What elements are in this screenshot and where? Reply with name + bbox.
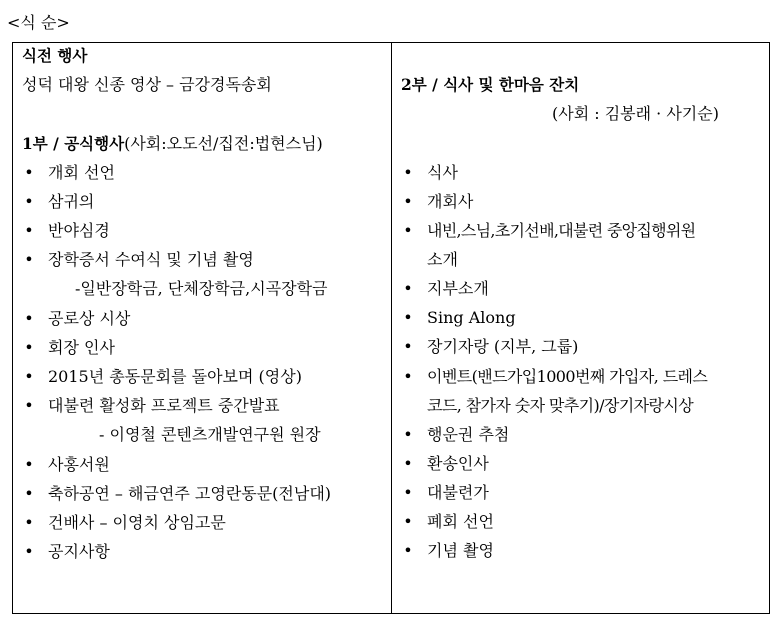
right-list-item: 이벤트(밴드가입1000번째 가입자, 드레스 bbox=[427, 367, 708, 386]
right-list-item: 내빈,스님,초기선배,대불련 중앙집행위원 bbox=[427, 221, 696, 240]
bullet-icon: • bbox=[24, 163, 34, 182]
left-list-item: 사홍서원 bbox=[48, 455, 110, 474]
bullet-icon: • bbox=[403, 337, 413, 356]
right-list-item: 폐회 선언 bbox=[427, 512, 494, 531]
right-list-item: 장기자랑 (지부, 그룹) bbox=[427, 337, 579, 356]
bullet-icon: • bbox=[403, 367, 413, 386]
bullet-icon: • bbox=[24, 455, 34, 474]
part2-title: 2부 / 식사 및 한마음 잔치 bbox=[401, 75, 580, 94]
bullet-icon: • bbox=[24, 221, 34, 240]
bullet-icon: • bbox=[403, 454, 413, 473]
bullet-icon: • bbox=[24, 484, 34, 503]
project-detail: - 이영철 콘텐츠개발연구원 원장 bbox=[99, 425, 321, 444]
bullet-icon: • bbox=[403, 483, 413, 502]
left-list-item: 건배사 – 이영치 상임고문 bbox=[48, 513, 226, 532]
left-list-item: 공지사항 bbox=[48, 542, 110, 561]
column-divider bbox=[391, 43, 392, 613]
bullet-icon: • bbox=[24, 542, 34, 561]
part1-heading bbox=[22, 132, 391, 156]
part1-host: (사회:오도선/집전:법현스님) bbox=[124, 134, 323, 153]
ceremony-item: 성덕 대왕 신종 영상 – 금강경독송회 bbox=[22, 75, 272, 94]
part2-host: (사회 : 김봉래 · 사기순) bbox=[552, 104, 719, 123]
left-list-item: 2015년 총동문회를 돌아보며 (영상) bbox=[48, 367, 302, 386]
scholarship-detail: -일반장학금, 단체장학금,시곡장학금 bbox=[75, 279, 328, 298]
left-list-item: 삼귀의 bbox=[48, 192, 95, 211]
left-list-item: 장학증서 수여식 및 기념 촬영 bbox=[48, 250, 254, 269]
bullet-icon: • bbox=[24, 513, 34, 532]
right-list-item: 식사 bbox=[427, 163, 458, 182]
right-list-item: 대불련가 bbox=[427, 483, 489, 502]
left-list-item: 공로상 시상 bbox=[48, 309, 131, 328]
bullet-icon: • bbox=[403, 512, 413, 531]
bullet-icon: • bbox=[24, 367, 34, 386]
right-list-item: Sing Along bbox=[427, 308, 516, 327]
bullet-icon: • bbox=[403, 308, 413, 327]
left-list-item: 반야심경 bbox=[48, 221, 110, 240]
bullet-icon: • bbox=[403, 163, 413, 182]
bullet-icon: • bbox=[403, 192, 413, 211]
bullet-icon: • bbox=[24, 250, 34, 269]
right-list-item: 개회사 bbox=[427, 192, 474, 211]
bullet-icon: • bbox=[403, 541, 413, 560]
right-list-item: 환송인사 bbox=[427, 454, 489, 473]
left-list-item: 개회 선언 bbox=[48, 163, 115, 182]
schedule-table bbox=[12, 42, 770, 614]
guest-continuation: 소개 bbox=[427, 250, 458, 269]
left-list-item: 대불련 활성화 프로젝트 중간발표 bbox=[48, 396, 280, 415]
right-list-item: 기념 촬영 bbox=[427, 541, 494, 560]
bullet-icon: • bbox=[24, 309, 34, 328]
part1-title: 1부 / 공식행사 bbox=[22, 134, 125, 153]
right-list-item: 행운권 추첨 bbox=[427, 425, 510, 444]
ceremony-title: 식전 행사 bbox=[22, 46, 88, 65]
bullet-icon: • bbox=[24, 396, 34, 415]
bullet-icon: • bbox=[24, 338, 34, 357]
left-list-item: 축하공연 – 해금연주 고영란동문(전남대) bbox=[48, 484, 332, 503]
event-continuation: 코드, 참가자 숫자 맞추기)/장기자랑시상 bbox=[427, 396, 694, 415]
right-list-item: 지부소개 bbox=[427, 279, 489, 298]
bullet-icon: • bbox=[403, 221, 413, 240]
bullet-icon: • bbox=[403, 279, 413, 298]
bullet-icon: • bbox=[403, 425, 413, 444]
document-heading: <식 순> bbox=[7, 13, 70, 32]
left-list-item: 회장 인사 bbox=[48, 338, 115, 357]
bullet-icon: • bbox=[24, 192, 34, 211]
